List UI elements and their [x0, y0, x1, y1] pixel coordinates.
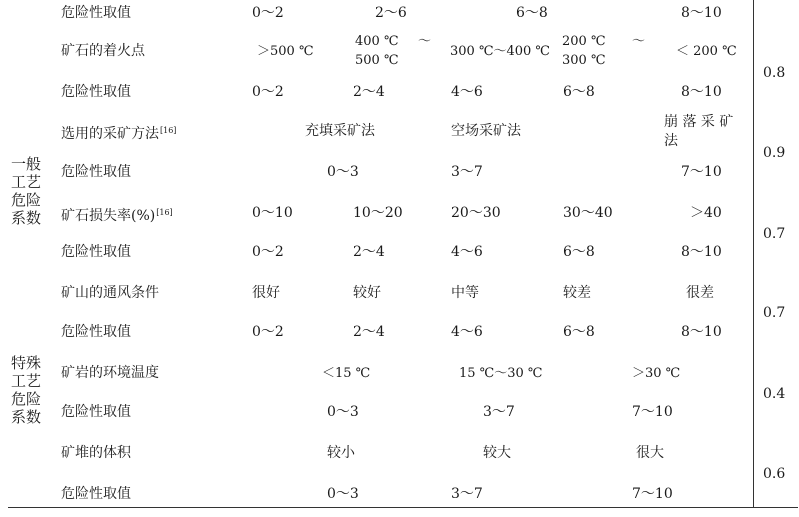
table-cell: 很好: [252, 285, 280, 301]
table-cell: ＜ 200 ℃: [676, 44, 737, 59]
group-general-line: 一般: [10, 155, 41, 173]
weight-value: 0.9: [763, 145, 786, 161]
table-cell: 3～7: [451, 164, 483, 180]
table-cell: 2～4: [353, 324, 385, 340]
group-general-line: 危险: [10, 191, 41, 209]
table-cell: 很差: [686, 285, 714, 301]
group-general-line: 工艺: [10, 173, 41, 191]
table-cell: 较大: [483, 445, 511, 461]
row-label: [61, 205, 173, 224]
row-label: 危险性取值: [61, 164, 131, 180]
weight-value: 0.4: [763, 386, 786, 402]
table-cell: ～: [418, 34, 432, 49]
table-cell: 4～6: [451, 324, 483, 340]
table-cell: 充填采矿法: [305, 123, 375, 139]
table-cell: 30～40: [563, 205, 613, 221]
table-cell: 8～10: [681, 84, 722, 100]
table-cell: 较好: [353, 285, 381, 301]
row-label-text: 矿石损失率(%): [61, 208, 156, 224]
group-special-line: 危险: [10, 390, 41, 408]
row-label: 矿岩的环境温度: [61, 365, 159, 381]
table-cell: 0～2: [252, 84, 284, 100]
table-cell: 0～3: [327, 486, 359, 502]
table-cell: 20～30: [451, 205, 501, 221]
table-cell: 空场采矿法: [451, 123, 521, 139]
table-cell: ＞30 ℃: [632, 366, 681, 381]
table-cell: 0～2: [252, 5, 284, 21]
row-label: 矿石的着火点: [61, 43, 145, 59]
table-cell: 8～10: [681, 244, 722, 260]
table-cell: 6～8: [563, 244, 595, 260]
row-label: 矿堆的体积: [61, 445, 131, 461]
group-special-line: 工艺: [10, 372, 41, 390]
row-label: 矿山的通风条件: [61, 285, 159, 301]
table-cell: 15 ℃～30 ℃: [459, 366, 543, 381]
table-cell: 崩 落 采 矿: [664, 114, 734, 130]
table-cell: 很大: [636, 445, 664, 461]
table-cell: 0～10: [252, 205, 293, 221]
row-label-text: 选用的采矿方法: [61, 126, 159, 142]
group-special-label: [6, 354, 46, 426]
row-label: 危险性取值: [61, 84, 131, 100]
weight-value: 0.8: [763, 65, 786, 81]
table-cell: 300 ℃: [562, 53, 606, 68]
row-label: [61, 123, 176, 142]
table-cell: ＞40: [690, 205, 722, 221]
row-label: 危险性取值: [61, 404, 131, 420]
row-label: 危险性取值: [61, 324, 131, 340]
table-cell: 0～2: [252, 324, 284, 340]
table-cell: 6～8: [563, 324, 595, 340]
table-cell: 7～10: [632, 486, 673, 502]
table-cell: 6～8: [516, 5, 548, 21]
table-cell: 法: [664, 133, 678, 149]
weight-value: 0.7: [763, 305, 786, 321]
row-label: 危险性取值: [61, 5, 131, 21]
table-cell: 400 ℃: [355, 34, 399, 49]
table-bottom-rule: [8, 507, 798, 508]
table-cell: 8～10: [681, 5, 722, 21]
weight-value: 0.7: [763, 226, 786, 242]
table-cell: 300 ℃～400 ℃: [450, 44, 550, 59]
table-cell: 10～20: [353, 205, 403, 221]
group-special-line: 特殊: [10, 354, 41, 372]
table-cell: 0～3: [327, 164, 359, 180]
group-special-line: 系数: [10, 408, 41, 426]
citation: [16]: [156, 208, 173, 217]
table-cell: 2～6: [375, 5, 407, 21]
table-cell: 较小: [327, 445, 355, 461]
citation: [16]: [160, 126, 177, 135]
table-cell: ＞500 ℃: [257, 44, 314, 59]
table-cell: ＜15 ℃: [322, 366, 371, 381]
row-label: 危险性取值: [61, 244, 131, 260]
table-cell: 7～10: [681, 164, 722, 180]
weight-column-divider: [753, 0, 754, 507]
row-label: 危险性取值: [61, 486, 131, 502]
group-general-line: 系数: [10, 209, 41, 227]
table-cell: 3～7: [483, 404, 515, 420]
group-general-label: [6, 155, 46, 227]
table-cell: 4～6: [451, 244, 483, 260]
table-cell: 8～10: [681, 324, 722, 340]
table-cell: 2～4: [353, 244, 385, 260]
table-cell: 0～3: [327, 404, 359, 420]
table-cell: 较差: [563, 285, 591, 301]
table-cell: ～: [632, 34, 646, 49]
table-cell: 3～7: [451, 486, 483, 502]
table-cell: 4～6: [451, 84, 483, 100]
table-cell: 200 ℃: [562, 34, 606, 49]
table-cell: 中等: [451, 285, 479, 301]
table-cell: 0～2: [252, 244, 284, 260]
table-cell: 2～4: [353, 84, 385, 100]
table-cell: 7～10: [632, 404, 673, 420]
table-cell: 500 ℃: [355, 53, 399, 68]
table-cell: 6～8: [563, 84, 595, 100]
weight-value: 0.6: [763, 466, 786, 482]
